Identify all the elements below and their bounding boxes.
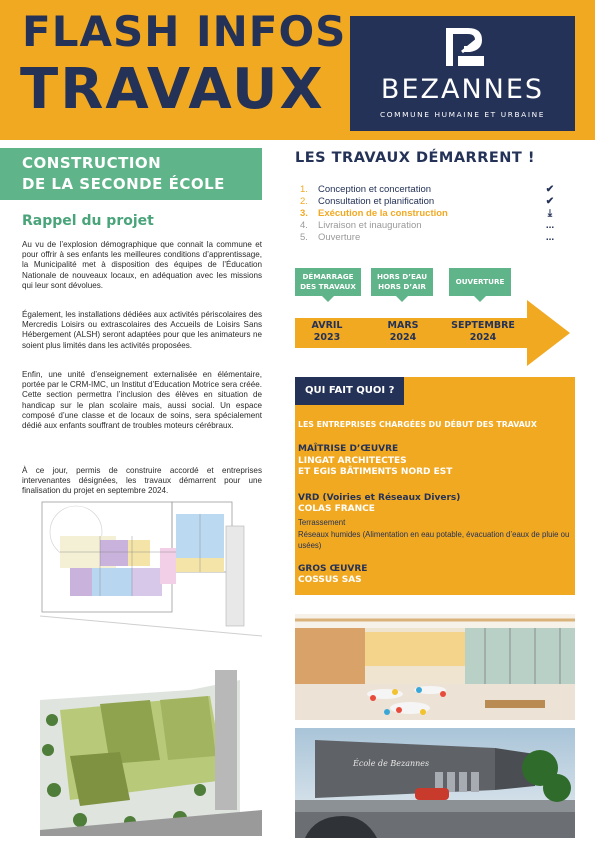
bezannes-logo: [350, 16, 575, 131]
timeline-label-line: DÉMARRAGE: [302, 272, 354, 281]
header-title-line2: TRAVAUX: [20, 57, 325, 122]
contractor-name: COLAS FRANCE: [298, 504, 375, 514]
qui-fait-quoi-intro: LES ENTREPRISES CHARGÉES DU DÉBUT DES TRAVAUX: [298, 420, 537, 429]
dots-icon: ...: [545, 232, 555, 243]
timeline-label: [449, 268, 511, 296]
contractor-name: COSSUS SAS: [298, 575, 362, 585]
progress-step: [300, 196, 562, 208]
paragraph: Également, les installations dédiées aux activités périscolaires des Mercredis Loisirs ou extrascolaires des Accueils de Loisirs Sans Hébergement (ALSH) seront adaptées pour que les animateurs ne soient plus limités dans les activités proposées.: [22, 310, 262, 350]
progress-step: [300, 184, 562, 196]
timeline-label-line: HORS D’AIR: [378, 282, 426, 291]
timeline-date-year: 2024: [389, 332, 417, 343]
step-number: 5.: [300, 232, 308, 243]
contractor-detail: Réseaux humides (Alimentation en eau potable, évacuation d’eaux de pluie ou usées): [298, 530, 570, 550]
paragraph: À ce jour, permis de construire accordé et entreprises intervenantes désignées, les travaux démarrent pour une finalisation du projet en septembre 2024.: [22, 466, 262, 496]
contractor-heading: MAÎTRISE D’ŒUVRE: [298, 444, 399, 454]
step-number: 3.: [300, 208, 308, 219]
step-label: Ouverture: [318, 232, 361, 243]
floor-plan-image: [40, 496, 262, 646]
timeline-date-month: MARS: [387, 320, 419, 331]
dots-icon: ...: [545, 220, 555, 231]
step-number: 2.: [300, 196, 308, 207]
section-title-band: [0, 148, 262, 200]
progress-title: LES TRAVAUX DÉMARRENT !: [295, 150, 535, 166]
timeline-label: [295, 268, 361, 296]
timeline-label-line: OUVERTURE: [455, 277, 505, 286]
logo-mark-icon: [442, 26, 486, 68]
progress-step: [300, 208, 562, 220]
logo-tagline: COMMUNE HUMAINE ET URBAINE: [380, 110, 545, 119]
logo-name: BEZANNES: [380, 74, 545, 105]
timeline-label: [371, 268, 433, 296]
site-aerial-view-image: [40, 660, 262, 836]
contractor-detail: Terrassement: [298, 518, 346, 527]
paragraph: Au vu de l’explosion démographique que connait la commune et pour offrir à ses enfants les meilleures conditions d’apprentissage, la Municipalité met à disposition des équipes de l’Éducation Nationale de nouveaux locaux, en adéquation avec les missions qui leur sont dévolues.: [22, 240, 262, 290]
contractor-name: LINGAT ARCHITECTES: [298, 456, 407, 466]
qui-fait-quoi-panel: [295, 377, 575, 595]
header-title-line1: FLASH INFOS: [22, 7, 347, 56]
check-icon: ✔: [545, 196, 555, 207]
progress-step: [300, 232, 562, 244]
download-arrow-icon: ⤓: [547, 208, 553, 219]
step-number: 4.: [300, 220, 308, 231]
school-exterior-rendering-image: [295, 728, 575, 838]
timeline-label-line: DES TRAVAUX: [300, 282, 356, 291]
step-label: Consultation et planification: [318, 196, 435, 207]
timeline-date-year: 2023: [313, 332, 341, 343]
step-label: Conception et concertation: [318, 184, 432, 195]
step-label: Exécution de la construction: [318, 208, 448, 219]
timeline-date-year: 2024: [469, 332, 497, 343]
timeline: [295, 268, 570, 368]
contractor-name: ET EGIS BÂTIMENTS NORD EST: [298, 467, 453, 477]
header-banner: [0, 0, 595, 140]
section-title-line2: DE LA SECONDE ÉCOLE: [22, 175, 225, 193]
classroom-rendering-image: [295, 614, 575, 720]
timeline-date-month: AVRIL: [311, 320, 343, 331]
timeline-label-line: HORS D’EAU: [376, 272, 428, 281]
section-title-line1: CONSTRUCTION: [22, 154, 162, 172]
progress-step: [300, 220, 562, 232]
paragraph: Enfin, une unité d’enseignement externalisée en élémentaire, portée par le CRM-IMC, un Institut d’Education Motrice sera créée. Cette section permettra l’inclusion des élèves en situation de handicap sur le plan scolaire mais, aussi social. Un espace composé d’une classe et de locaux de soins, sera spécialement dédié aux enfants souffrant de troubles moteurs cérébraux.: [22, 370, 262, 431]
step-number: 1.: [300, 184, 308, 195]
step-label: Livraison et inauguration: [318, 220, 422, 231]
building-sign: École de Bezannes: [353, 759, 430, 768]
contractor-heading: GROS ŒUVRE: [298, 564, 368, 574]
contractor-heading: VRD (Voiries et Réseaux Divers): [298, 493, 461, 503]
timeline-date-month: SEPTEMBRE: [451, 320, 515, 331]
section-subtitle: Rappel du projet: [22, 213, 154, 229]
timeline-date: [445, 320, 521, 344]
timeline-date: [375, 320, 431, 344]
check-icon: ✔: [545, 184, 555, 195]
timeline-date: [299, 320, 355, 344]
progress-steps-list: [300, 184, 562, 244]
qui-fait-quoi-title: QUI FAIT QUOI ?: [295, 377, 404, 405]
